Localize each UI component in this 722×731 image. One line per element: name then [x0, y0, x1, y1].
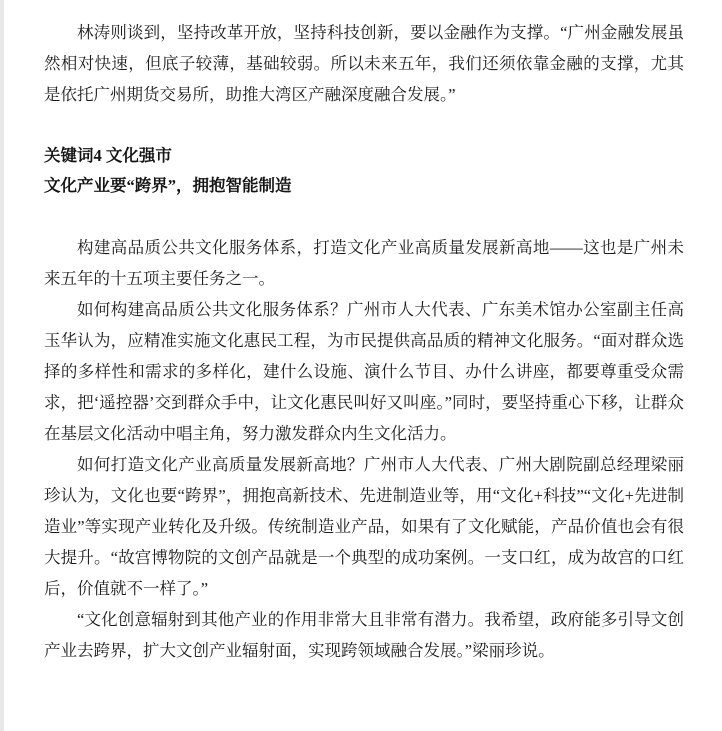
spacer-after-subheading — [44, 201, 684, 232]
paragraph-body-1: 构建高品质公共文化服务体系，打造文化产业高质量发展新高地——这也是广州未来五年的十五项主要任务之一。 — [44, 238, 684, 288]
section-subheading: 文化产业要“跨界”，拥抱智能制造 — [44, 176, 292, 195]
paragraph-block-intro — [44, 0, 684, 110]
paragraph-body-3: 如何打造文化产业高质量发展新高地？广州市人大代表、广州大剧院副总经理梁丽珍认为，文化也要“跨界”，拥抱高新技术、先进制造业等，用“文化+科技”“文化+先进制造业”等实现产业转化及升级。传统制造业产品，如果有了文化赋能，产品价值也会有很大提升。“故宫博物院的文创产品就是一个典型的成功案例。一支口红，成为故宫的口红后，价值就不一样了。” — [44, 455, 684, 598]
paragraph-intro-lintao: 林涛则谈到，坚持改革开放，坚持科技创新，要以金融作为支撑。“广州金融发展虽然相对快速，但底子较薄，基础较弱。所以未来五年，我们还须依靠金融的支撑，尤其是依托广州期货交易所，助推大湾区产融深度融合发展。” — [44, 23, 684, 104]
paragraph-body-4: “文化创意辐射到其他产业的作用非常大且非常有潜力。我希望，政府能多引导文创产业去跨界，扩大文创产业辐射面，实现跨领域融合发展。”梁丽珍说。 — [44, 610, 684, 660]
article-body — [44, 0, 684, 666]
left-margin-rule — [0, 0, 4, 731]
paragraph-body-2: 如何构建高品质公共文化服务体系？广州市人大代表、广东美术馆办公室副主任高玉华认为，应精准实施文化惠民工程，为市民提供高品质的精神文化服务。“面对群众选择的多样性和需求的多样化，建什么设施、演什么节目、办什么讲座，都要尊重受众需求，把‘遥控器’交到群众手中，让文化惠民叫好又叫座。”同时，要坚持重心下移，让群众在基层文化活动中唱主角，努力激发群众内生文化活力。 — [44, 300, 684, 443]
spacer-before-heading — [44, 110, 684, 141]
section-heading-keyword4: 关键词4 文化强市 — [44, 146, 172, 165]
